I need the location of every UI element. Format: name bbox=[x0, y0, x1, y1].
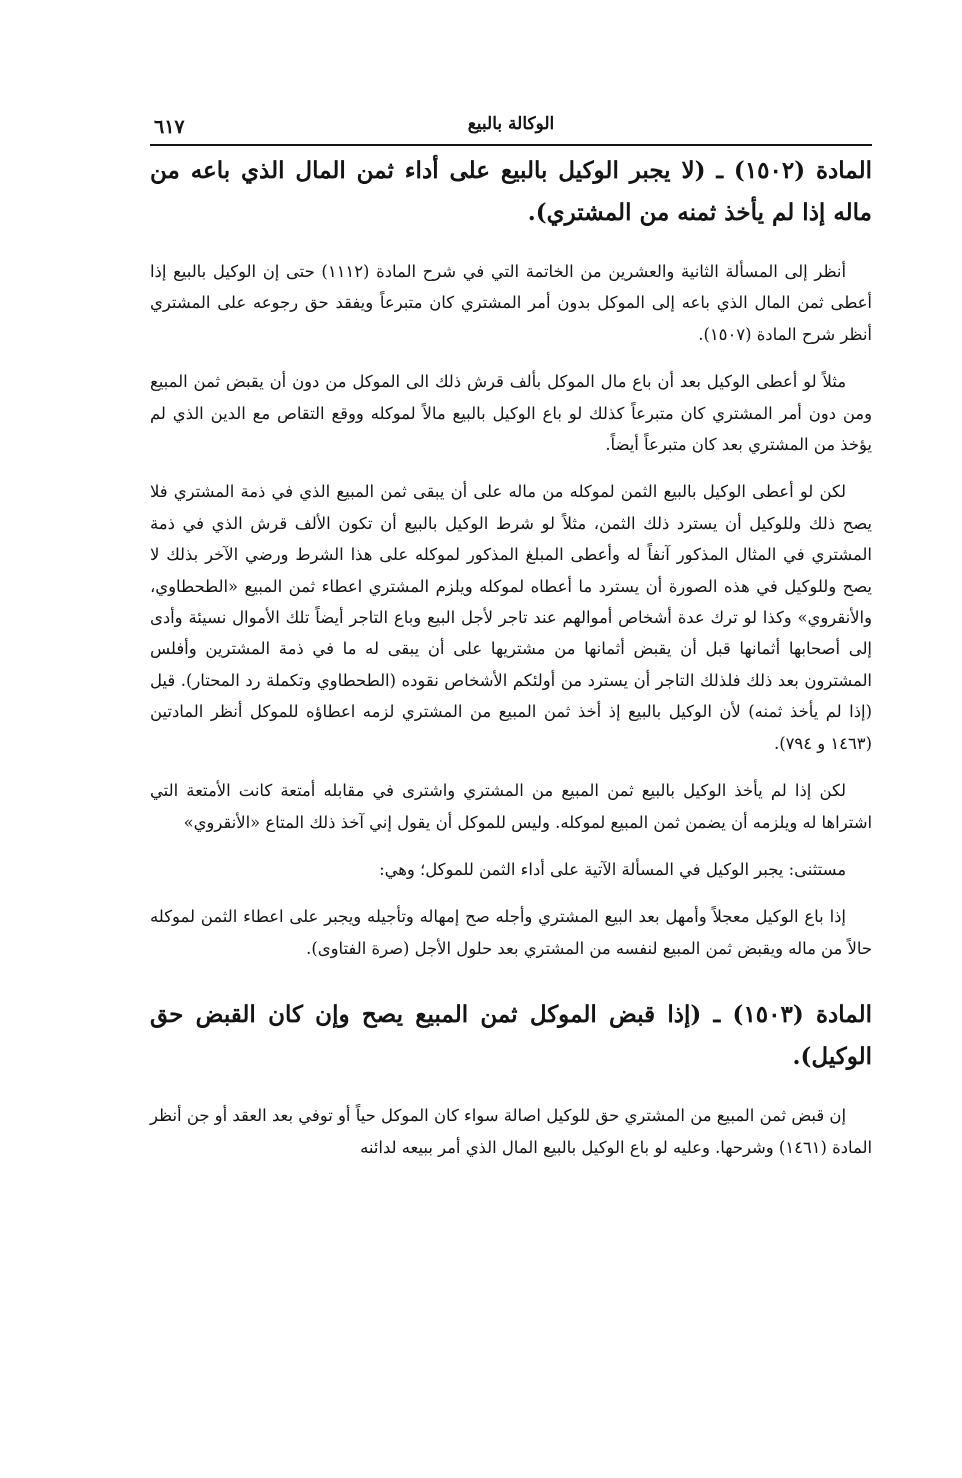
paragraph-3: لكن لو أعطى الوكيل بالبيع الثمن لموكله من ماله على أن يبقى ثمن المبيع الذي في ذمة المشتري فلا يصح ذلك وللوكيل أن يسترد ذلك الثمن، مثلاً لو شرط الوكيل بالبيع أن تكون الألف قرش الذي في ذمة المشتري في المثال المذكور آنفاً له وأعطى المبلغ المذكور لموكله على هذا الشرط ورضي الآخر بذلك لا يصح وللوكيل في هذه الصورة أن يسترد ما أعطاه لموكله ويلزم المشتري اعطاء ثمن المبيع «الطحطاوي، والأنقروي» وكذا لو ترك عدة أشخاص أموالهم عند تاجر لأجل البيع وباع التاجر أيضاً تلك الأموال نسيئة وأدى إلى أصحابها أثمانها قبل أن يقبض أثمانها من مشتريها على أن يبقى له ما في ذمة المشترين وأفلس المشترون بعد ذلك فلذلك التاجر أن يسترد من أولئكم الأشخاص نقوده (الطحطاوي وتكملة رد المحتار). قيل (إذا لم يأخذ ثمنه) لأن الوكيل بالبيع إذ أخذ ثمن المبيع من المشتري لزمه اعطاؤه للموكل أنظر المادتين (١٤٦٣ و ٧٩٤). bbox=[150, 482, 872, 753]
paragraph-exception: مستثنى: يجبر الوكيل في المسألة الآتية على أداء الثمن للموكل؛ وهي: bbox=[379, 859, 846, 879]
chapter-title: الوكالة بالبيع bbox=[467, 114, 555, 134]
paragraph-7: إن قبض ثمن المبيع من المشتري حق للوكيل اصالة سواء كان الموكل حياً أو توفي بعد العقد أو جن أنظر المادة (١٤٦١) وشرحها. وعليه لو باع الوكيل بالبيع المال الذي أمر ببيعه لدائنه bbox=[150, 1106, 872, 1157]
paragraph-4: لكن إذا لم يأخذ الوكيل بالبيع ثمن المبيع من المشتري واشترى في مقابله أمتعة كانت الأمتعة التي اشتراها له ويلزمه أن يضمن ثمن المبيع لموكله. وليس للموكل أن يقول إني آخذ ذلك المتاع «الأنقروي» bbox=[150, 781, 872, 832]
paragraph-1: أنظر إلى المسألة الثانية والعشرين من الخاتمة التي في شرح المادة (١١١٢) حتى إن الوكيل بالبيع إذا أعطى ثمن المال الذي باعه إلى الموكل بدون أمر المشتري كان متبرعاً ويفقد حق رجوعه على المشتري أنظر شرح المادة (١٥٠٧). bbox=[150, 262, 872, 344]
paragraph-2: مثلاً لو أعطى الوكيل بعد أن باع مال الموكل بألف قرش ذلك الى الموكل من دون أن يقبض ثمن المبيع ومن دون أمر المشتري كان متبرعاً كذلك لو باع الوكيل بالبيع مالاً لموكله ووقع التقاص مع الدين الذي لم يؤخذ من المشتري بعد كان متبرعاً أيضاً. bbox=[150, 372, 872, 455]
paragraph-6: إذا باع الوكيل معجلاً وأمهل بعد البيع المشتري وأجله صح إمهاله وتأجيله ويجبر على اعطاء الثمن لموكله حالاً من ماله ويقبض ثمن المبيع لنفسه من المشتري بعد حلول الأجل (صرة الفتاوى). bbox=[150, 907, 872, 958]
page-number: ٦١٧ bbox=[154, 116, 185, 138]
article-1503-heading: المادة (١٥٠٣) ـ (إذا قبض الموكل ثمن المبيع يصح وإن كان القبض حق الوكيل). bbox=[150, 1001, 872, 1071]
running-header bbox=[150, 110, 872, 146]
article-1502-heading: المادة (١٥٠٢) ـ (لا يجبر الوكيل بالبيع على أداء ثمن المال الذي باعه من ماله إذا لم يأخذ ثمنه من المشتري). bbox=[150, 157, 872, 226]
